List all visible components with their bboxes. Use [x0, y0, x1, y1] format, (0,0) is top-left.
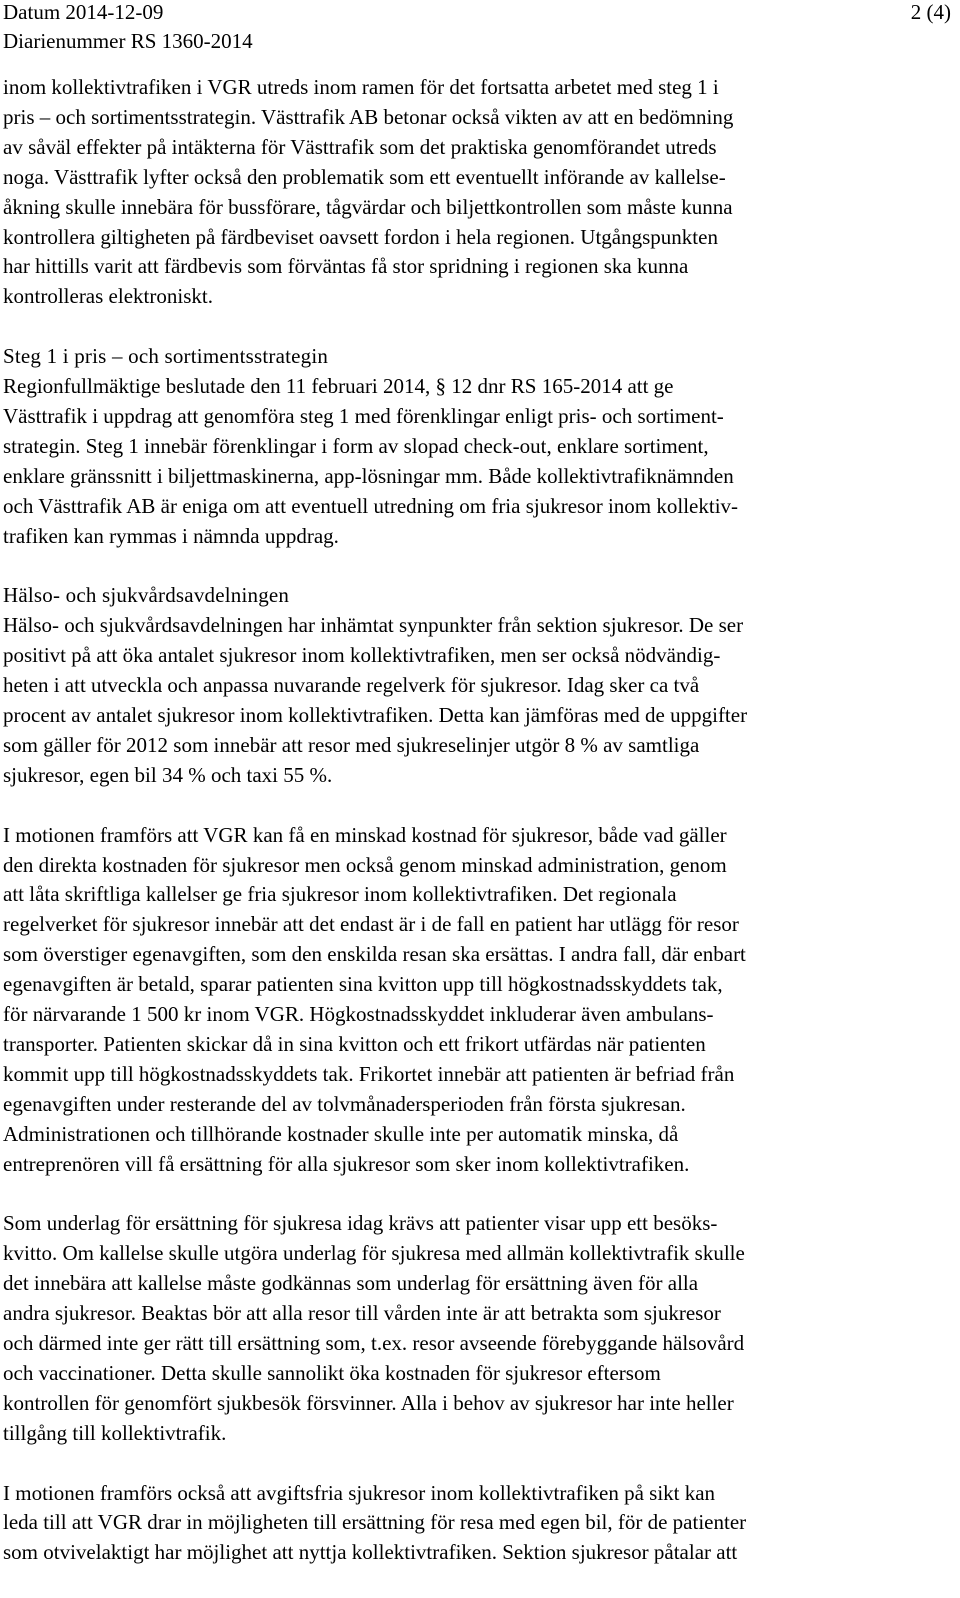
text-line: pris – och sortimentsstrategin. Västtrafik AB betonar också vikten av att en bedömning	[3, 104, 734, 129]
section-heading: Steg 1 i pris – och sortimentsstrategin	[3, 344, 329, 369]
text-line: strategin. Steg 1 innebär förenklingar i form av slopad check-out, enklare sortiment,	[3, 433, 709, 458]
text-line: och därmed inte ger rätt till ersättning som, t.ex. resor avseende förebyggande hälsovård	[3, 1331, 745, 1355]
paragraph	[3, 1209, 953, 1448]
text-line: och Västtrafik AB är eniga om att eventuell utredning om fria sjukresor inom kollektiv-	[3, 493, 739, 518]
header-date: Datum 2014-12-09	[3, 0, 164, 24]
header-left	[3, 0, 253, 56]
page-header	[3, 0, 955, 62]
text-line: kommit upp till högkostnadsskyddets tak. Frikortet innebär att patienten är befriad från	[3, 1061, 735, 1086]
paragraph	[3, 73, 953, 312]
text-line: positivt på att öka antalet sjukresor inom kollektivtrafiken, men ser också nödvändig-	[3, 643, 721, 668]
text-line: procent av antalet sjukresor inom kollektivtrafiken. Detta kan jämföras med de uppgifter	[3, 703, 748, 727]
text-line: kontrollen för genomfört sjukbesök försvinner. Alla i behov av sjukresor har inte heller	[3, 1390, 734, 1415]
paragraph	[3, 581, 953, 790]
text-line: av såväl effekter på intäkterna för Västtrafik som det praktiska genomförandet utreds	[3, 134, 717, 159]
text-line: för närvarande 1 500 kr inom VGR. Högkostnadsskyddet inkluderar även ambulans-	[3, 1002, 714, 1027]
text-line: och vaccinationer. Detta skulle sannolikt öka kostnaden för sjukresor eftersom	[3, 1360, 661, 1385]
text-line: Som underlag för ersättning för sjukresa idag krävs att patienter visar upp ett besöks-	[3, 1211, 718, 1236]
text-line: trafiken kan rymmas i nämnda uppdrag.	[3, 523, 339, 548]
text-line: andra sjukresor. Beaktas bör att alla resor till vården inte är att betrakta som sjukresor	[3, 1301, 721, 1326]
text-line: I motionen framförs att VGR kan få en minskad kostnad för sjukresor, både vad gäller	[3, 822, 727, 847]
text-line: som överstiger egenavgiften, som den enskilda resan ska ersättas. I andra fall, där enbart	[3, 942, 746, 967]
text-line: leda till att VGR drar in möjligheten till ersättning för resa med egen bil, för de patienter	[3, 1510, 747, 1535]
text-line: som otvivelaktigt har möjlighet att nyttja kollektivtrafiken. Sektion sjukresor påtalar att	[3, 1540, 738, 1565]
text-line: Regionfullmäktige beslutade den 11 februari 2014, § 12 dnr RS 165-2014 att ge	[3, 374, 674, 399]
document-body	[3, 73, 953, 1598]
section-heading: Hälso- och sjukvårdsavdelningen	[3, 583, 290, 608]
text-line: entreprenören vill få ersättning för alla sjukresor som sker inom kollektivtrafiken.	[3, 1151, 690, 1176]
text-line: åkning skulle innebära för bussförare, tågvärdar och biljettkontrollen som måste kunna	[3, 194, 733, 219]
text-line: att låta skriftliga kallelser ge fria sjukresor inom kollektivtrafiken. Det regionala	[3, 882, 677, 907]
text-line: enklare gränssnitt i biljettmaskinerna, app-lösningar mm. Både kollektivtrafiknämnden	[3, 463, 734, 488]
text-line: den direkta kostnaden för sjukresor men också genom minskad administration, genom	[3, 852, 727, 877]
paragraph	[3, 342, 953, 551]
text-line: inom kollektivtrafiken i VGR utreds inom ramen för det fortsatta arbetet med steg 1 i	[3, 75, 719, 99]
text-line: heten i att utveckla och anpassa nuvarande regelverk för sjukresor. Idag sker ca två	[3, 673, 700, 698]
text-line: egenavgiften är betald, sparar patienten sina kvitton upp till högkostnadsskyddets tak,	[3, 972, 723, 997]
text-line: regelverket för sjukresor innebär att det endast är i de fall en patient har utlägg för resor	[3, 912, 739, 937]
document-page	[3, 0, 955, 1565]
text-line: noga. Västtrafik lyfter också den problematik som ett eventuellt införande av kallelse-	[3, 164, 726, 189]
text-line: kontrolleras elektroniskt.	[3, 284, 213, 309]
text-line: det innebära att kallelse måste godkännas som underlag för ersättning även för alla	[3, 1271, 699, 1296]
text-line: egenavgiften under resterande del av tolvmånadersperioden från första sjukresan.	[3, 1091, 686, 1116]
text-line: sjukresor, egen bil 34 % och taxi 55 %.	[3, 762, 333, 787]
header-diarienummer: Diarienummer RS 1360-2014	[3, 29, 253, 53]
text-line: kontrollera giltigheten på färdbeviset oavsett fordon i hela regionen. Utgångspunkten	[3, 224, 718, 249]
text-line: transporter. Patienten skickar då in sina kvitton och ett frikort utfärdas när patienten	[3, 1031, 706, 1056]
text-line: Administrationen och tillhörande kostnader skulle inte per automatik minska, då	[3, 1121, 679, 1146]
header-page-number: 2 (4)	[910, 0, 951, 24]
paragraph	[3, 821, 953, 1180]
text-line: I motionen framförs också att avgiftsfria sjukresor inom kollektivtrafiken på sikt kan	[3, 1480, 716, 1505]
text-line: tillgång till kollektivtrafik.	[3, 1420, 227, 1445]
text-line: Västtrafik i uppdrag att genomföra steg 1 med förenklingar enligt pris- och sortiment-	[3, 403, 724, 428]
text-line: som gäller för 2012 som innebär att resor med sjukreselinjer utgör 8 % av samtliga	[3, 732, 700, 757]
text-line: kvitto. Om kallelse skulle utgöra underlag för sjukresa med allmän kollektivtrafik skulle	[3, 1241, 745, 1266]
paragraph	[3, 1479, 953, 1569]
text-line: Hälso- och sjukvårdsavdelningen har inhämtat synpunkter från sektion sjukresor. De ser	[3, 613, 744, 638]
text-line: har hittills varit att färdbevis som förväntas få stor spridning i regionen ska kunna	[3, 254, 689, 279]
